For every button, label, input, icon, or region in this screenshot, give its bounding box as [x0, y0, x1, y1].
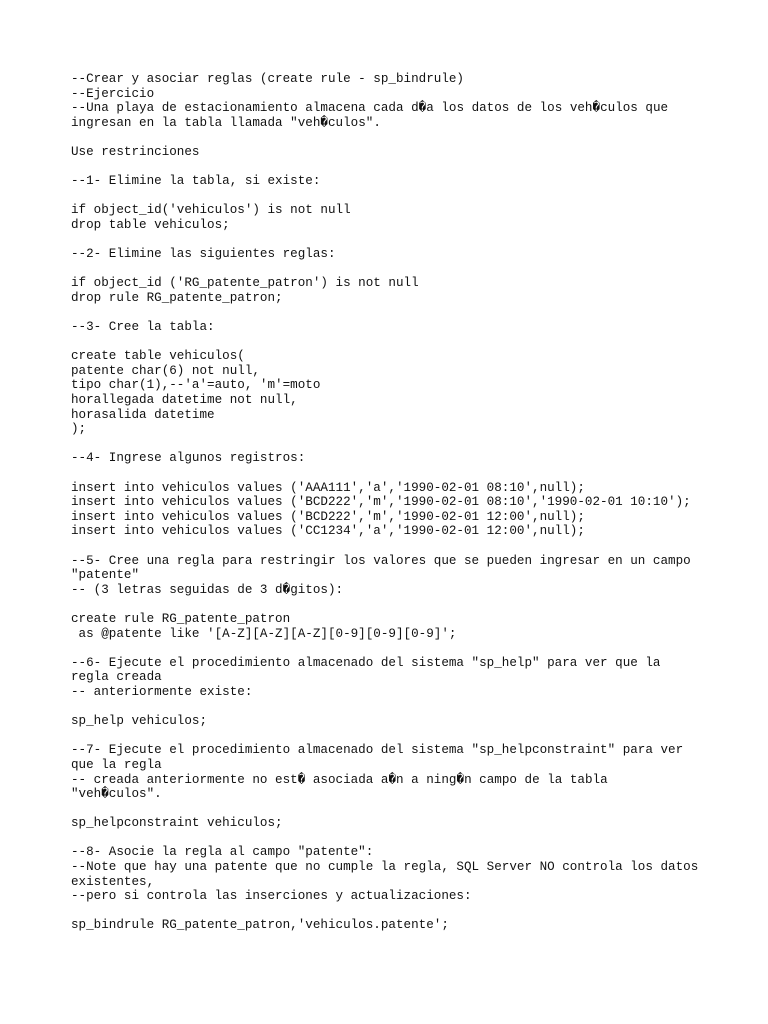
text-line: horallegada datetime not null, — [71, 393, 298, 408]
text-line: --5- Cree una regla para restringir los valores que se pueden ingresar en un campo — [71, 553, 691, 568]
text-line: --Crear y asociar reglas (create rule - sp_bindrule) — [71, 72, 464, 86]
blank-line — [71, 802, 721, 817]
text-line: as @patente like '[A-Z][A-Z][A-Z][0-9][0-9][0-9]'; — [71, 626, 457, 641]
text-line: --pero si controla las inserciones y actualizaciones: — [71, 889, 472, 904]
text-line: existentes, — [71, 874, 155, 889]
blank-line — [71, 539, 721, 554]
text-line: insert into vehiculos values ('CC1234','a','1990-02-01 12:00',null); — [71, 524, 585, 539]
blank-line — [71, 306, 721, 321]
text-line: horasalida datetime — [71, 407, 215, 422]
text-line: --2- Elimine las siguientes reglas: — [71, 247, 336, 262]
blank-line — [71, 233, 721, 248]
text-line: --Ejercicio — [71, 86, 155, 101]
text-line: insert into vehiculos values ('BCD222','m','1990-02-01 12:00',null); — [71, 509, 585, 524]
text-line: ingresan en la tabla llamada "veh�culos". — [71, 115, 381, 130]
text-line: --3- Cree la tabla: — [71, 320, 215, 335]
blank-line — [71, 597, 721, 612]
text-line: insert into vehiculos values ('BCD222','m','1990-02-01 08:10','1990-02-01 10:10'); — [71, 495, 691, 510]
blank-line — [71, 831, 721, 846]
blank-line — [71, 262, 721, 277]
text-line: que la regla — [71, 757, 162, 772]
text-line: create table vehiculos( — [71, 349, 245, 364]
text-line: sp_bindrule RG_patente_patron,'vehiculos.patente'; — [71, 918, 449, 933]
text-line: "veh�culos". — [71, 787, 162, 802]
text-line: tipo char(1),--'a'=auto, 'm'=moto — [71, 378, 321, 393]
text-line: patente char(6) not null, — [71, 363, 260, 378]
document-page — [71, 72, 721, 933]
text-line: create rule RG_patente_patron — [71, 611, 291, 626]
text-line: -- (3 letras seguidas de 3 d�gitos): — [71, 582, 344, 597]
text-line: --Note que hay una patente que no cumple la regla, SQL Server NO controla los datos — [71, 860, 699, 875]
text-line: --8- Asocie la regla al campo "patente": — [71, 845, 374, 860]
text-line: --1- Elimine la tabla, si existe: — [71, 174, 321, 189]
text-line: sp_help vehiculos; — [71, 714, 208, 729]
blank-line — [71, 641, 721, 656]
blank-line — [71, 160, 721, 175]
blank-line — [71, 189, 721, 204]
text-line: if object_id ('RG_patente_patron') is not null — [71, 276, 419, 291]
blank-line — [71, 335, 721, 350]
blank-line — [71, 700, 721, 715]
text-line: -- creada anteriormente no est� asociada a�n a ning�n campo de la tabla — [71, 772, 608, 787]
text-line: Use restrinciones — [71, 144, 200, 159]
blank-line — [71, 904, 721, 919]
text-line: --4- Ingrese algunos registros: — [71, 451, 306, 466]
text-line: regla creada — [71, 670, 162, 685]
text-line: drop table vehiculos; — [71, 217, 230, 232]
text-line: --Una playa de estacionamiento almacena cada d�a los datos de los veh�culos que — [71, 101, 669, 116]
blank-line — [71, 437, 721, 452]
text-line: insert into vehiculos values ('AAA111','a','1990-02-01 08:10',null); — [71, 480, 585, 495]
text-line: --7- Ejecute el procedimiento almacenado del sistema "sp_helpconstraint" para ver — [71, 743, 684, 758]
text-line: drop rule RG_patente_patron; — [71, 290, 283, 305]
text-line: -- anteriormente existe: — [71, 684, 253, 699]
text-line: "patente" — [71, 568, 140, 583]
text-line: if object_id('vehiculos') is not null — [71, 203, 351, 218]
text-line: sp_helpconstraint vehiculos; — [71, 816, 283, 831]
text-line: ); — [71, 422, 87, 437]
blank-line — [71, 466, 721, 481]
text-line: --6- Ejecute el procedimiento almacenado del sistema "sp_help" para ver que la — [71, 655, 661, 670]
blank-line — [71, 729, 721, 744]
blank-line — [71, 130, 721, 145]
